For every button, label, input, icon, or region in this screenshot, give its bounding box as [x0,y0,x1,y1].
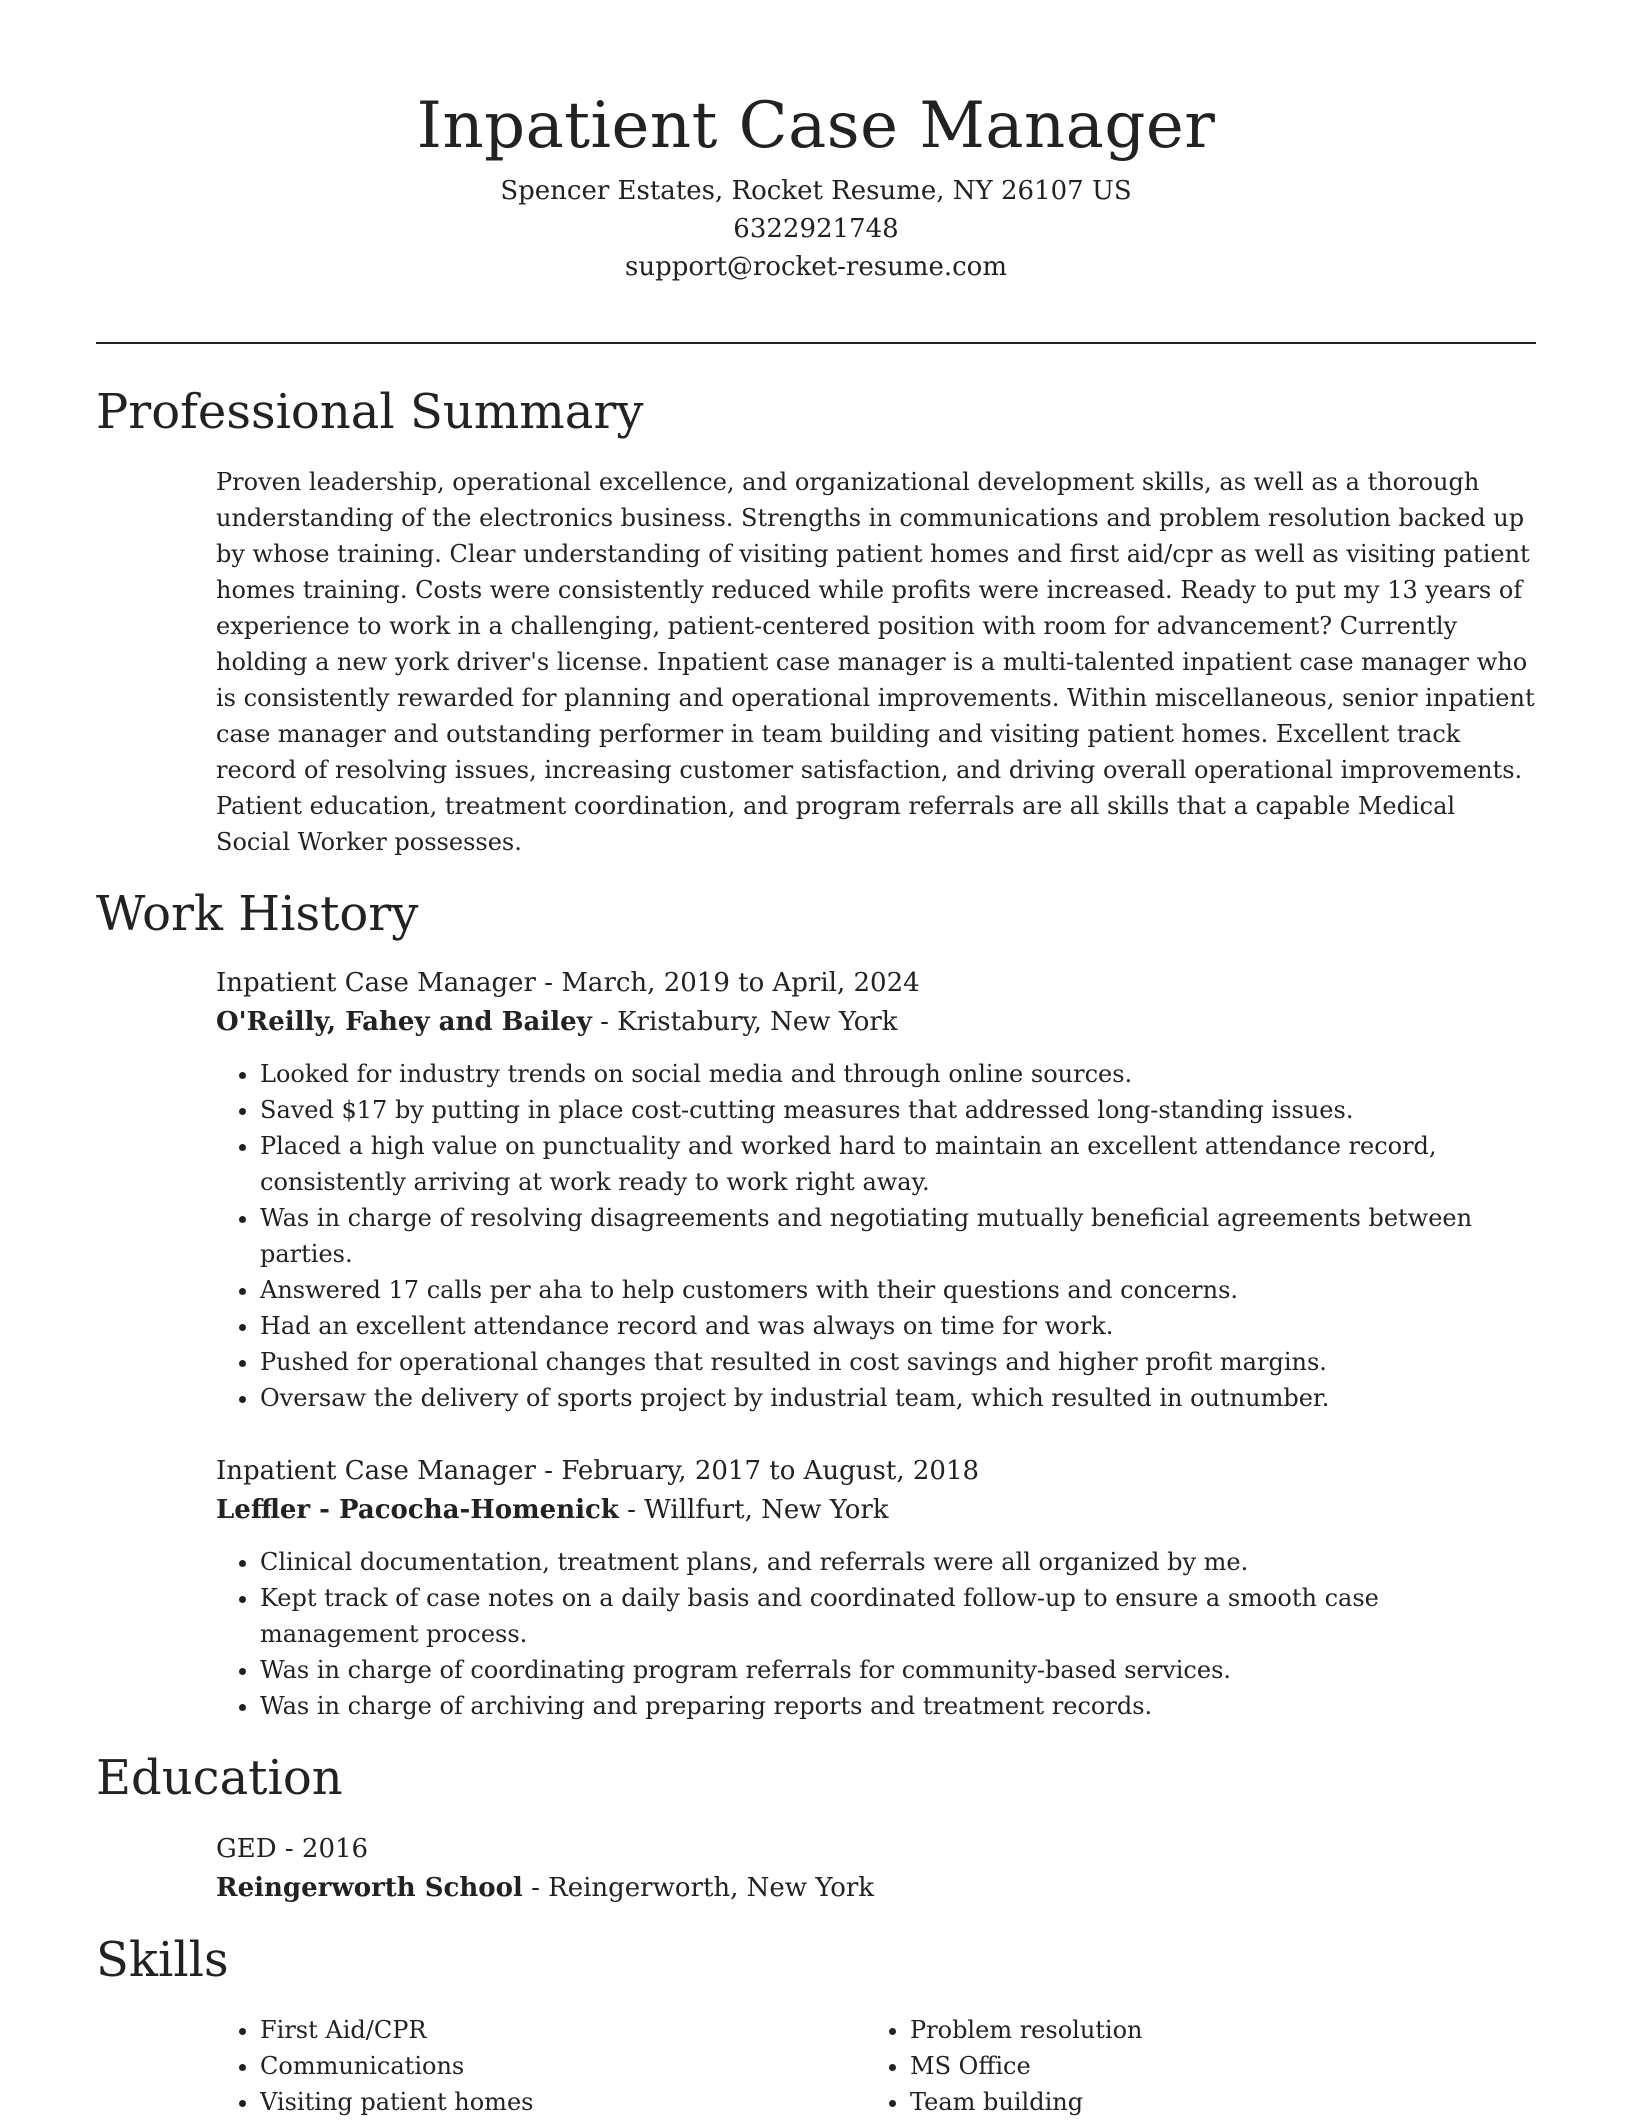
degree-year: - 2016 [276,1834,369,1864]
job-company: O'Reilly, Fahey and Bailey [216,1007,592,1037]
job-dates: - March, 2019 to April, 2024 [536,968,920,998]
degree: GED [216,1834,277,1864]
list-item: • Was in charge of archiving and preparing reports and treatment records. [260,1688,1536,1724]
education-heading: Education [96,1750,343,1806]
job-entry [216,964,1536,1416]
job-bullets [216,1544,1536,1724]
job-bullets [216,1056,1536,1416]
resume-header [96,80,1536,286]
skill-item: • Problem resolution [910,2012,1486,2048]
job-location: - Kristabury, New York [591,1007,898,1037]
job-company-line [216,1003,1536,1042]
summary-heading: Professional Summary [96,384,644,440]
school-location: - Reingerworth, New York [522,1873,875,1903]
job-position: Inpatient Case Manager [216,968,536,998]
skill-item: • MS Office [910,2048,1486,2084]
job-title-line [216,1452,1536,1491]
job-title-line [216,964,1536,1003]
skill-item: • Communications [260,2048,836,2084]
candidate-name: Inpatient Case Manager [416,89,1216,163]
header-divider [96,342,1536,344]
education-entry [216,1830,1536,1908]
work-history-heading: Work History [96,886,419,942]
summary-text: Proven leadership, operational excellence, and organizational development skills, as well as a thorough understanding of the electronics business. Strengths in communications and problem resolution backed up by whose training. Clear understanding of visiting patient homes and first aid/cpr as well as visiting patient homes training. Costs were consistently reduced while profits were increased. Ready to put my 13 years of experience to work in a challenging, patient-centered position with room for advancement? Currently holding a new york driver's license. Inpatient case manager is a multi-talented inpatient case manager who is consistently rewarded for planning and operational improvements. Within miscellaneous, senior inpatient case manager and outstanding performer in team building and visiting patient homes. Excellent track record of resolving issues, increasing customer satisfaction, and driving overall operational improvements. Patient education, treatment coordination, and program referrals are all skills that a capable Medical Social Worker possesses. [216,468,1535,856]
skill-item: • Visiting patient homes [260,2084,836,2120]
list-item: • Oversaw the delivery of sports project by industrial team, which resulted in outnumber. [260,1380,1536,1416]
degree-line [216,1830,1536,1869]
phone-text: 6322921748 [733,214,899,244]
job-entry [216,1452,1536,1724]
job-company: Leffler - Pacocha-Homenick [216,1495,619,1525]
list-item: • Looked for industry trends on social media and through online sources. [260,1056,1536,1092]
school-line [216,1869,1536,1908]
skills-list [866,2012,1486,2120]
list-item: • Saved $17 by putting in place cost-cutting measures that addressed long-standing issues. [260,1092,1536,1128]
list-item: • Was in charge of resolving disagreements and negotiating mutually beneficial agreements between parties. [260,1200,1536,1272]
school-name: Reingerworth School [216,1873,523,1903]
email-text: support@rocket-resume.com [624,252,1007,282]
list-item: • Answered 17 calls per aha to help customers with their questions and concerns. [260,1272,1536,1308]
list-item: • Kept track of case notes on a daily basis and coordinated follow-up to ensure a smooth case management process. [260,1580,1536,1652]
skill-item: • First Aid/CPR [260,2012,836,2048]
address-text: Spencer Estates, Rocket Resume, NY 26107 US [500,176,1132,206]
skills-list [216,2012,836,2120]
job-position: Inpatient Case Manager [216,1456,536,1486]
skills-heading: Skills [96,1932,229,1988]
job-company-line [216,1491,1536,1530]
job-location: - Willfurt, New York [618,1495,889,1525]
list-item: • Clinical documentation, treatment plans, and referrals were all organized by me. [260,1544,1536,1580]
skills-column-right [866,2012,1486,2120]
list-item: • Had an excellent attendance record and was always on time for work. [260,1308,1536,1344]
job-dates: - February, 2017 to August, 2018 [536,1456,980,1486]
skills-column-left [216,2012,836,2120]
list-item: • Pushed for operational changes that resulted in cost savings and higher profit margins. [260,1344,1536,1380]
list-item: • Was in charge of coordinating program referrals for community-based services. [260,1652,1536,1688]
skill-item: • Team building [910,2084,1486,2120]
list-item: • Placed a high value on punctuality and worked hard to maintain an excellent attendance record, consistently arriving at work ready to work right away. [260,1128,1536,1200]
